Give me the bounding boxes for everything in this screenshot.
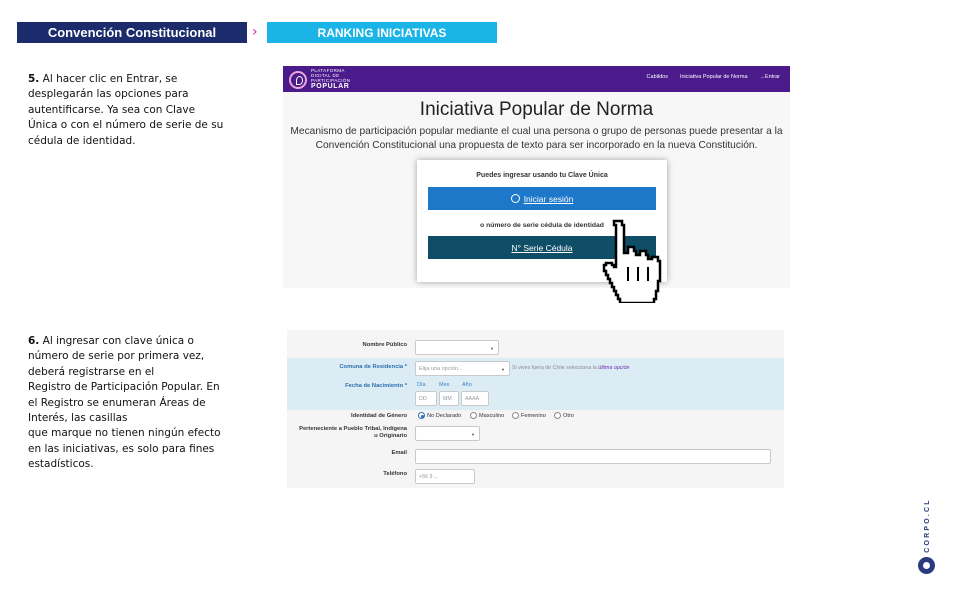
- comuna-note-text: Si vives fuera de Chile selecciona la: [512, 365, 597, 371]
- mes-label: Mes: [439, 382, 450, 388]
- corpo-logo-icon: [918, 557, 935, 574]
- comuna-placeholder: Elija una opción...: [419, 365, 463, 372]
- step-6-line: número de serie por primera vez,: [28, 350, 205, 363]
- step-6-line: deberá registrarse en el: [28, 365, 155, 378]
- page-description: [283, 125, 790, 152]
- radio-no-declarado[interactable]: [418, 412, 461, 419]
- pueblo-label-2: u Originario: [374, 433, 407, 439]
- corpo-logo: [914, 497, 940, 577]
- logo-text-2: DIGITAL DE: [311, 73, 340, 78]
- nombre-select[interactable]: [415, 340, 499, 355]
- radio-otro[interactable]: [554, 412, 574, 419]
- nombre-label: Nombre Público: [362, 342, 407, 348]
- hand-pointer-icon: [598, 215, 666, 303]
- breadcrumb-convencion[interactable]: Convención Constitucional: [17, 22, 247, 43]
- step-5-line: desplegarán las opciones para: [28, 88, 189, 101]
- description-line: Convención Constitucional una propuesta de texto para ser incorporado en la nueva Constitución.: [315, 139, 758, 151]
- row-nombre: [287, 336, 784, 358]
- chevron-down-icon: ▼: [501, 367, 505, 372]
- logo-text-4: POPULAR: [311, 83, 350, 90]
- top-nav: [647, 74, 780, 80]
- step-6-line: que marque no tienen ningún efecto: [28, 427, 221, 440]
- serie-button-label: N° Serie Cédula: [511, 242, 573, 253]
- comuna-note-link[interactable]: última opción: [598, 365, 630, 371]
- radio-icon: [554, 412, 561, 419]
- mes-input[interactable]: MM: [439, 391, 459, 406]
- fecha-label: Fecha de Nacimiento *: [345, 383, 407, 389]
- login-screenshot: [283, 66, 790, 288]
- nav-cabildos[interactable]: Cabildos: [646, 74, 668, 80]
- nav-iniciativa[interactable]: Iniciativa Popular de Norma: [679, 74, 748, 80]
- email-label: Email: [391, 450, 407, 456]
- serial-text: o número de serie cédula de identidad: [480, 222, 604, 229]
- radio-label: Otro: [563, 412, 574, 419]
- anio-input[interactable]: AAAA: [461, 391, 489, 406]
- email-field[interactable]: [415, 449, 771, 464]
- pueblo-label-1: Perteneciente a Pueblo Tribal, Indígena: [299, 426, 407, 432]
- step-6-line: en las iniciativas, es solo para fines: [28, 442, 215, 455]
- step-6-line: Interés, las casillas: [28, 412, 128, 425]
- radio-checked-icon: [418, 412, 425, 419]
- genero-label: Identidad de Género: [350, 413, 407, 419]
- radio-icon: [512, 412, 519, 419]
- row-email: [287, 448, 784, 466]
- clave-unica-login-button[interactable]: [428, 187, 656, 210]
- telefono-field[interactable]: +56 9 ...: [415, 469, 475, 484]
- step-5-line: Única o con el número de serie de su: [28, 119, 224, 132]
- comuna-note: [512, 365, 630, 371]
- login-card-title: Puedes ingresar usando tu Clave Única: [476, 172, 608, 179]
- registration-screenshot: [287, 330, 784, 488]
- anio-label: Año: [462, 382, 472, 388]
- chevron-down-icon: ▼: [471, 432, 475, 437]
- power-icon: [511, 194, 520, 203]
- logo-text-3: PARTICIPACIÓN: [311, 78, 351, 83]
- step-5-number: 5.: [28, 73, 40, 85]
- pueblo-label: [299, 426, 407, 440]
- breadcrumb-ranking[interactable]: RANKING INICIATIVAS: [267, 22, 497, 43]
- step-6-number: 6.: [28, 335, 40, 347]
- step-6-line: Al ingresar con clave única o: [39, 335, 194, 347]
- pueblo-select[interactable]: [415, 426, 480, 441]
- radio-label: Femenino: [521, 412, 546, 419]
- logo-text-1: PLATAFORMA: [311, 68, 345, 73]
- radio-label: Masculino: [479, 412, 505, 419]
- row-genero: [287, 410, 784, 424]
- step-5-line: autentificarse. Ya sea con Clave: [28, 103, 196, 116]
- comuna-select[interactable]: [415, 361, 510, 376]
- login-button-label: Iniciar sesión: [523, 193, 574, 204]
- telefono-label: Teléfono: [383, 471, 407, 477]
- corpo-text: CORPO.CL: [923, 497, 931, 553]
- step-6-text: [28, 334, 248, 473]
- radio-icon: [470, 412, 477, 419]
- step-6-line: el Registro se enumeran Áreas de: [28, 396, 206, 409]
- description-line: Mecanismo de participación popular mediante el cual una persona o grupo de personas puede presentar a la: [290, 126, 783, 137]
- logo-icon: [289, 71, 307, 89]
- step-6-line: Registro de Participación Popular. En: [28, 381, 220, 394]
- radio-femenino[interactable]: [512, 412, 546, 419]
- row-telefono: [287, 468, 784, 486]
- comuna-label: Comuna de Residencia *: [339, 364, 407, 370]
- step-5-line: Al hacer clic en Entrar, se: [39, 73, 178, 85]
- row-pueblo: [287, 424, 784, 446]
- step-5-line: cédula de identidad.: [28, 134, 136, 147]
- dia-input[interactable]: DD: [415, 391, 437, 406]
- page-title: Iniciativa Popular de Norma: [419, 99, 654, 120]
- site-topbar: [283, 66, 790, 92]
- step-6-line: estadísticos.: [28, 458, 94, 471]
- step-5-text: [28, 72, 243, 149]
- radio-label: No Declarado: [427, 412, 462, 419]
- chevron-down-icon: ▼: [490, 346, 494, 351]
- chevron-right-icon: ›: [252, 24, 258, 40]
- nav-entrar[interactable]: → Entrar: [760, 74, 780, 80]
- radio-masculino[interactable]: [470, 412, 504, 419]
- dia-label: Día: [417, 382, 426, 388]
- row-comuna-fecha: [287, 358, 784, 410]
- platform-logo[interactable]: [289, 68, 350, 91]
